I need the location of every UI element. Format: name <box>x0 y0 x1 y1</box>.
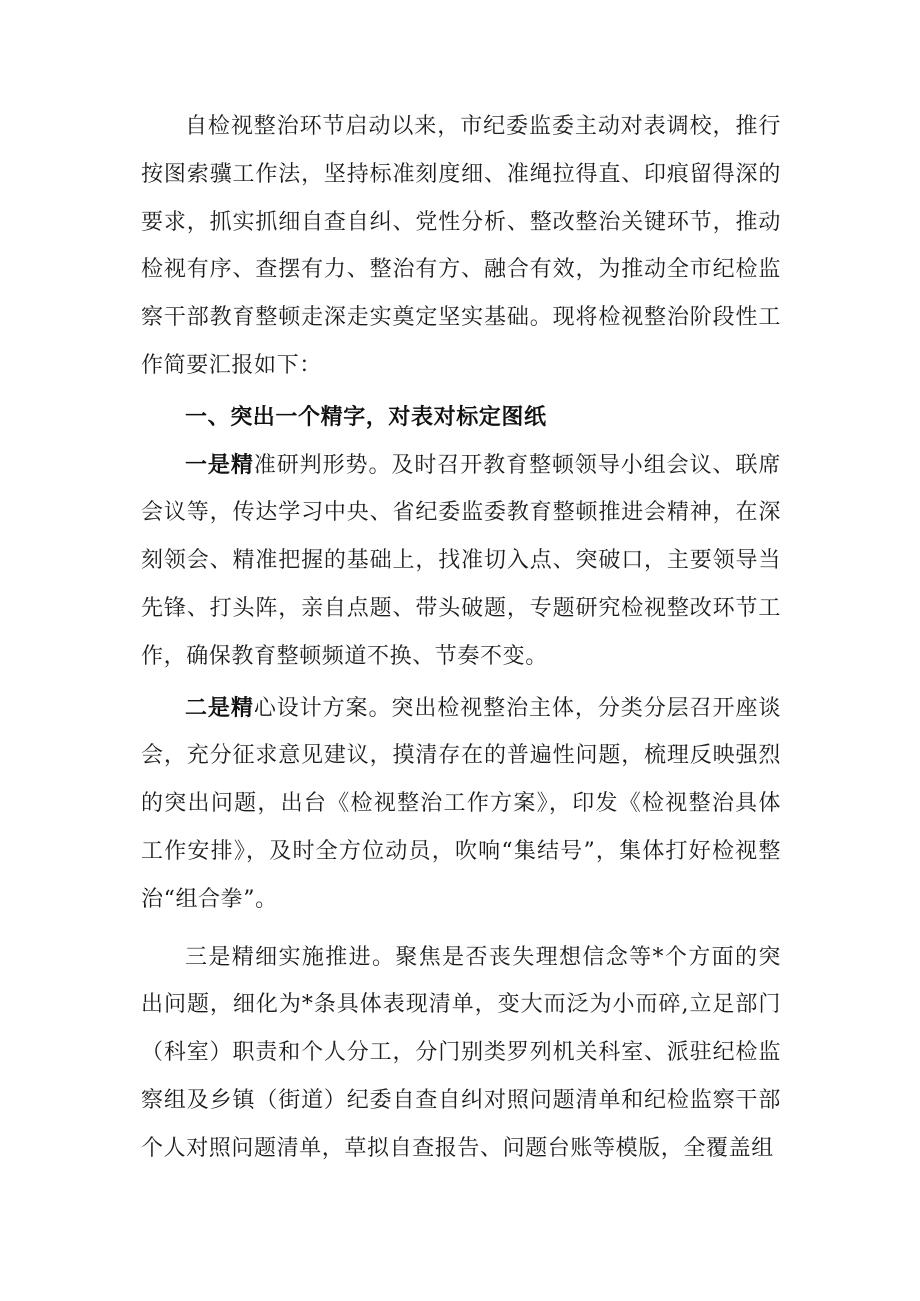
item-one-lead: 一是精 <box>185 452 254 478</box>
intro-paragraph: 自检视整治环节启动以来，市纪委监委主动对表调校，推行按图索骥工作法，坚持标准刻度细、准绳拉得直、印痕留得深的要求，抓实抓细自查自纠、党性分析、整改整治关键环节，推动检视有序、查摆有力、整治有方、融合有效，为推动全市纪检监察干部教育整顿走深走实奠定坚实基础。现将检视整治阶段性工作简要汇报如下： <box>141 114 781 378</box>
item-two-text: 心设计方案。突出检视整治主体，分类分层召开座谈会，充分征求意见建议，摸清存在的普遍性问题，梳理反映强烈的突出问题，出台《检视整治工作方案》，印发《检视整治具体工作安排》，及时全方位动员，吹响“集结号”，集体打好检视整治“组合拳”。 <box>141 695 781 912</box>
item-one-paragraph <box>141 442 781 681</box>
section-heading: 一、突出一个精字，对表对标定图纸 <box>185 404 547 430</box>
item-three-paragraph: 三是精细实施推进。聚焦是否丧失理想信念等*个方面的突出问题，细化为*条具体表现清单，变大而泛为小而碎,立足部门（科室）职责和个人分工，分门别类罗列机关科室、派驻纪检监察组及乡镇（街道）纪委自查自纠对照问题清单和纪检监察干部个人对照问题清单，草拟自查报告、问题台账等模版，全覆盖组 <box>141 944 781 1161</box>
document-body <box>141 103 781 1173</box>
item-one-text: 准研判形势。及时召开教育整顿领导小组会议、联席会议等，传达学习中央、省纪委监委教育整顿推进会精神，在深刻领会、精准把握的基础上，找准切入点、突破口，主要领导当先锋、打头阵，亲自点题、带头破题，专题研究检视整改环节工作，确保教育整顿频道不换、节奏不变。 <box>141 452 781 669</box>
item-two-lead: 二是精 <box>185 695 254 721</box>
item-two-paragraph <box>141 685 781 924</box>
